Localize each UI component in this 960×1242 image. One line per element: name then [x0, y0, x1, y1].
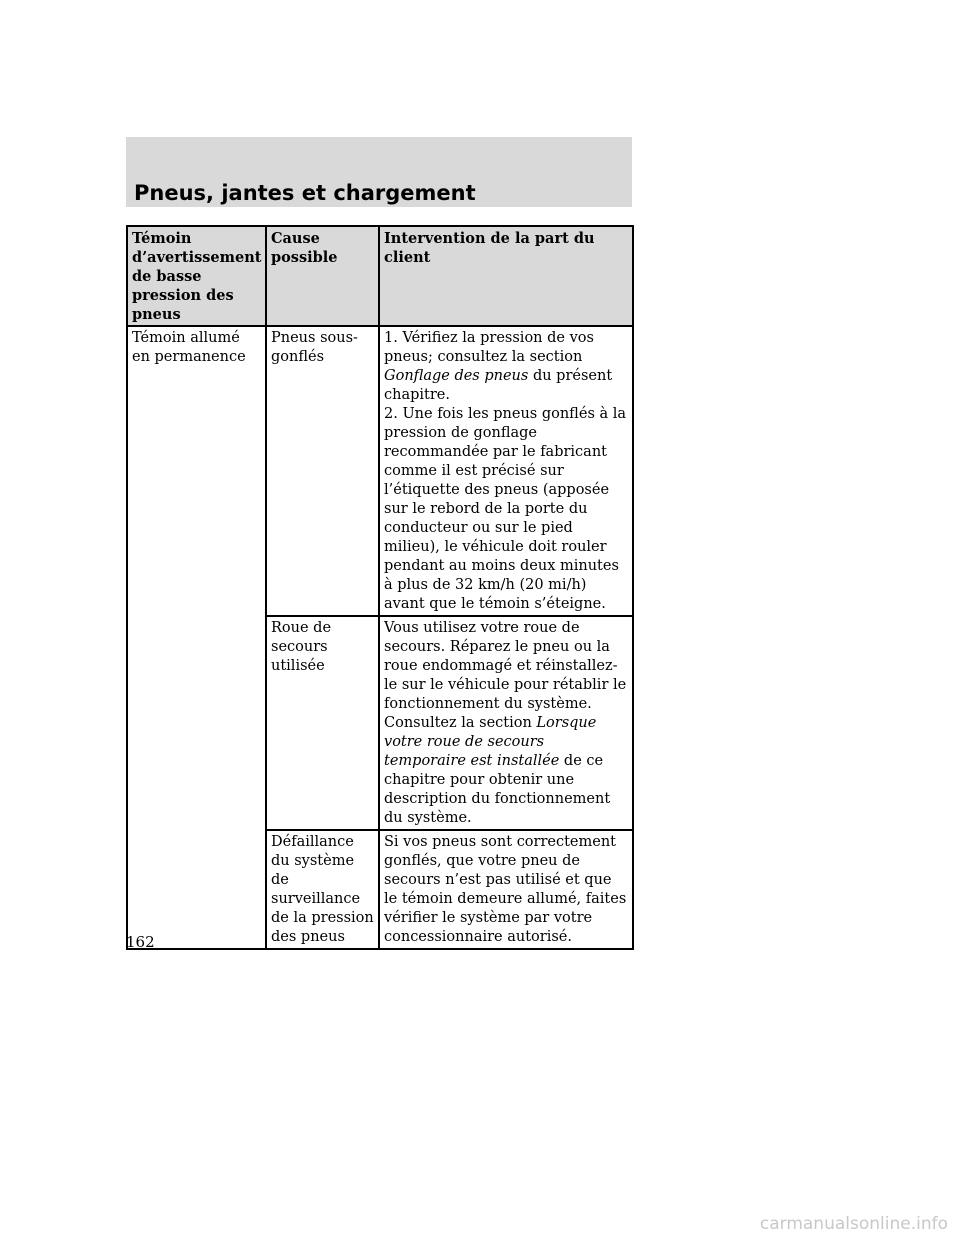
action-text: de ce chapitre pour obtenir une description du fonctionnement du système.	[384, 753, 611, 826]
action-text: Si vos pneus sont correctement gonflés, que votre pneu de secours n’est pas utilisé et que le témoin demeure allumé, faites vérifier le système par votre concessionnaire autorisé.	[384, 834, 627, 945]
tire-pressure-warning-table	[126, 225, 634, 950]
table-row	[127, 616, 633, 830]
header-indicator: Témoin d’avertissement de basse pression des pneus	[127, 226, 266, 326]
table-row	[127, 326, 633, 616]
indicator-cell-empty	[127, 616, 266, 830]
table-header-row	[127, 226, 633, 326]
indicator-cell: Témoin allumé en permanence	[127, 326, 266, 616]
action-text: 2. Une fois les pneus gonflés à la pression de gonflage recommandée par le fabricant comme il est précisé sur l’étiquette des pneus (apposée sur le rebord de la porte du conducteur ou sur le pied milieu), le véhicule doit rouler pendant au moins deux minutes à plus de 32 km/h (20 mi/h) avant que le témoin s’éteigne.	[384, 406, 627, 612]
action-text: 1. Vérifiez la pression de vos pneus; consultez la section	[384, 330, 594, 365]
watermark: carmanualsonline.info	[759, 1214, 948, 1234]
cause-cell: Pneus sous-gonflés	[266, 326, 379, 616]
action-text: du présent chapitre.	[384, 368, 613, 403]
cause-cell: Roue de secours utilisée	[266, 616, 379, 830]
section-title: Pneus, jantes et chargement	[134, 181, 476, 205]
page-number: 162	[126, 933, 155, 951]
header-action: Intervention de la part du client	[379, 226, 633, 326]
action-text: Vous utilisez votre roue de secours. Réparez le pneu ou la roue endommagé et réinstallez-le sur le véhicule pour rétablir le fonctionnement du système. Consultez la section	[384, 620, 627, 731]
table-row	[127, 830, 633, 949]
header-cause: Cause possible	[266, 226, 379, 326]
indicator-cell-empty	[127, 830, 266, 949]
action-cell	[379, 326, 633, 616]
action-cell	[379, 616, 633, 830]
action-cell	[379, 830, 633, 949]
section-header	[126, 137, 632, 207]
section-reference: Gonflage des pneus	[384, 368, 529, 384]
section-reference: Lorsque votre roue de secours temporaire est installée	[384, 715, 597, 769]
cause-cell: Défaillance du système de surveillance de la pression des pneus	[266, 830, 379, 949]
